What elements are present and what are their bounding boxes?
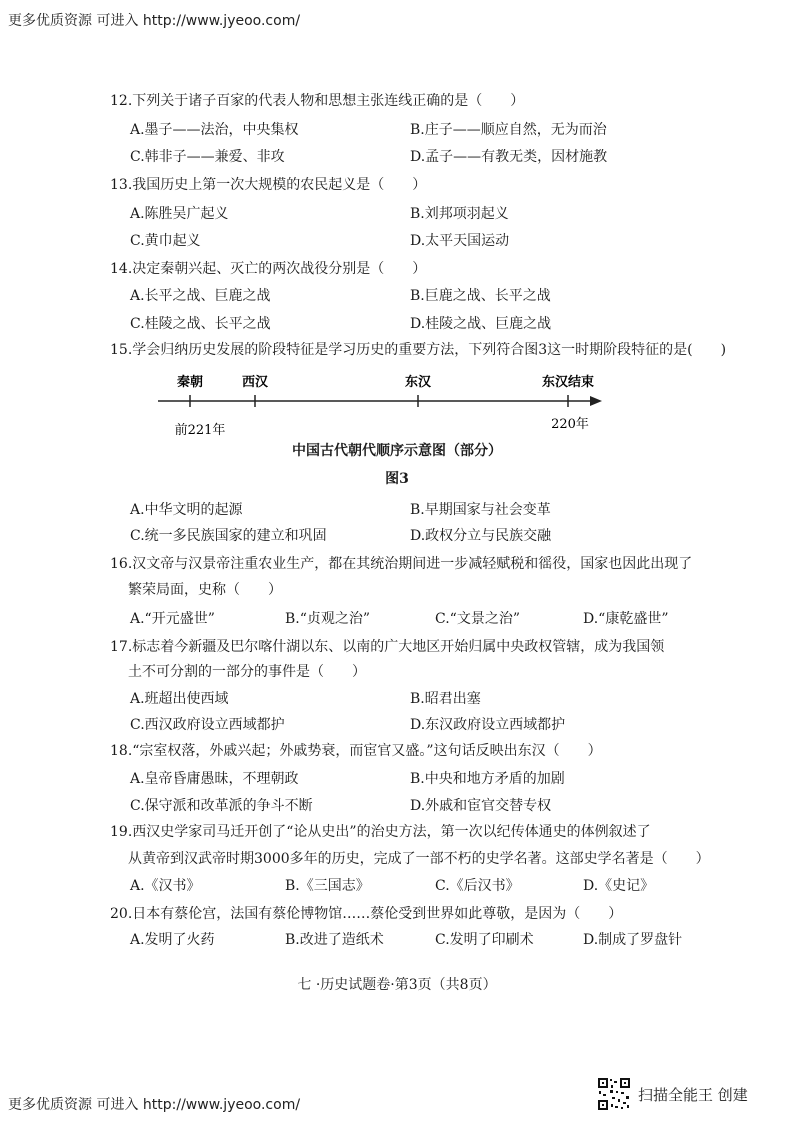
timeline-figure [150, 368, 620, 438]
timeline-event-western-han: 西汉 [241, 375, 269, 390]
page-footer: 七 ·历史试题卷·第3页（共8页） [297, 977, 497, 993]
question-15-option-b: B.早期国家与社会变革 [410, 502, 551, 518]
question-16-stem-line2: 繁荣局面，史称（ ） [128, 582, 282, 598]
question-20-option-c: C.发明了印刷术 [435, 932, 534, 948]
question-18-option-d: D.外戚和宦官交替专权 [410, 798, 552, 814]
question-18-option-c: C.保守派和改革派的争斗不断 [130, 798, 313, 814]
question-20-option-a: A.发明了火药 [130, 932, 215, 948]
question-12-stem: 12.下列关于诸子百家的代表人物和思想主张连线正确的是（ ） [110, 93, 525, 109]
timeline-date-start: 前221年 [174, 423, 226, 438]
question-13-option-a: A.陈胜吴广起义 [130, 206, 229, 222]
question-15-stem: 15.学会归纳历史发展的阶段特征是学习历史的重要方法，下列符合图3这一时期阶段特征的是( ) [110, 342, 727, 358]
question-13-option-d: D.太平天国运动 [410, 233, 510, 249]
timeline-event-qin: 秦朝 [176, 375, 204, 390]
question-16-stem: 16.汉文帝与汉景帝注重农业生产，都在其统治期间进一步减轻赋税和徭役，国家也因此出现了 [110, 556, 693, 572]
figure-label: 图3 [385, 471, 409, 487]
question-13-stem: 13.我国历史上第一次大规模的农民起义是（ ） [110, 177, 427, 193]
scanner-watermark: 扫描全能王 创建 [638, 1086, 748, 1104]
question-17-option-c: C.西汉政府设立西域都护 [130, 717, 285, 733]
question-17-option-a: A.班超出使西域 [130, 691, 229, 707]
question-17-stem-line2: 土不可分割的一部分的事件是（ ） [128, 664, 366, 680]
question-14-option-b: B.巨鹿之战、长平之战 [410, 288, 551, 304]
question-18-stem: 18.“宗室权落，外戚兴起；外戚势衰，而宦官又盛。”这句话反映出东汉（ ） [110, 743, 602, 759]
question-19-option-a: A.《汉书》 [130, 878, 201, 894]
figure-caption: 中国古代朝代顺序示意图（部分） [292, 443, 502, 459]
timeline-event-eastern-han: 东汉 [404, 375, 432, 390]
timeline-arrow [590, 396, 602, 406]
bottom-banner: 更多优质资源 可进入 http://www.jyeoo.com/ [8, 1097, 301, 1113]
question-12-option-d: D.孟子——有教无类，因材施教 [410, 149, 608, 165]
question-14-option-c: C.桂陵之战、长平之战 [130, 316, 271, 332]
question-14-option-a: A.长平之战、巨鹿之战 [130, 288, 271, 304]
question-12-option-a: A.墨子——法治，中央集权 [130, 122, 299, 138]
question-16-option-a: A.“开元盛世” [130, 611, 215, 627]
question-16-option-d: D.“康乾盛世” [583, 611, 669, 627]
question-19-option-b: B.《三国志》 [285, 878, 370, 894]
question-17-option-b: B.昭君出塞 [410, 691, 481, 707]
question-12-option-c: C.韩非子——兼爱、非攻 [130, 149, 285, 165]
top-banner: 更多优质资源 可进入 http://www.jyeoo.com/ [8, 13, 301, 29]
question-20-option-d: D.制成了罗盘针 [583, 932, 683, 948]
question-17-option-d: D.东汉政府设立西域都护 [410, 717, 566, 733]
question-17-stem: 17.标志着今新疆及巴尔喀什湖以东、以南的广大地区开始归属中央政权管辖，成为我国领 [110, 639, 665, 655]
question-19-stem: 19.西汉史学家司马迁开创了“论从史出”的治史方法，第一次以纪传体通史的体例叙述了 [110, 824, 651, 840]
question-13-option-b: B.刘邦项羽起义 [410, 206, 509, 222]
question-14-option-d: D.桂陵之战、巨鹿之战 [410, 316, 552, 332]
timeline-event-eastern-han-end: 东汉结束 [541, 375, 595, 390]
question-18-option-a: A.皇帝昏庸愚昧，不理朝政 [130, 771, 299, 787]
qr-code-icon [597, 1077, 631, 1111]
question-16-option-b: B.“贞观之治” [285, 611, 371, 627]
question-15-option-d: D.政权分立与民族交融 [410, 528, 552, 544]
question-20-stem: 20.日本有蔡伦宫，法国有蔡伦博物馆……蔡伦受到世界如此尊敬，是因为（ ） [110, 906, 623, 922]
question-15-option-c: C.统一多民族国家的建立和巩固 [130, 528, 327, 544]
question-14-stem: 14.决定秦朝兴起、灭亡的两次战役分别是（ ） [110, 261, 427, 277]
timeline-date-end: 220年 [551, 417, 589, 432]
question-18-option-b: B.中央和地方矛盾的加剧 [410, 771, 565, 787]
question-20-option-b: B.改进了造纸术 [285, 932, 384, 948]
question-12-option-b: B.庄子——顺应自然，无为而治 [410, 122, 607, 138]
question-19-stem-line2: 从黄帝到汉武帝时期3000多年的历史，完成了一部不朽的史学名著。这部史学名著是（ ） [128, 851, 710, 867]
question-19-option-d: D.《史记》 [583, 878, 655, 894]
question-19-option-c: C.《后汉书》 [435, 878, 520, 894]
question-15-option-a: A.中华文明的起源 [130, 502, 243, 518]
question-16-option-c: C.“文景之治” [435, 611, 520, 627]
question-13-option-c: C.黄巾起义 [130, 233, 201, 249]
